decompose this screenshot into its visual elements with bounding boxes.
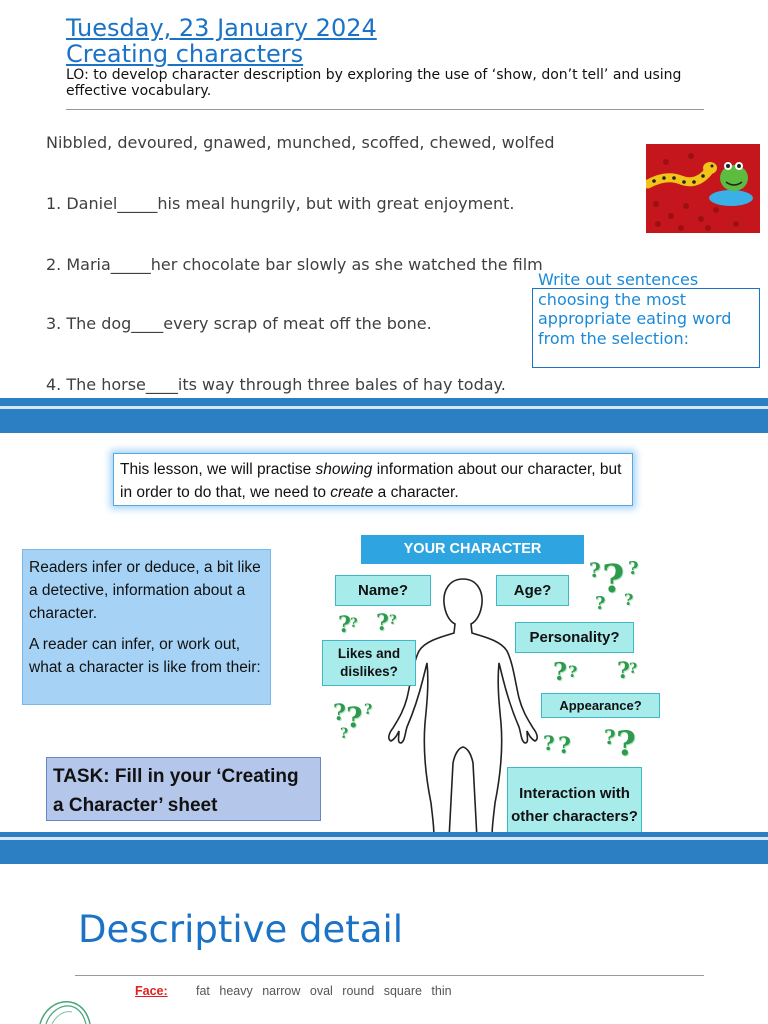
question-mark-icon: ?: [340, 726, 349, 742]
lesson-date: Tuesday, 23 January 2024: [66, 14, 377, 42]
question-mark-icon: ?: [338, 612, 351, 638]
tag-age: Age?: [496, 575, 569, 606]
task-box: TASK: Fill in your ‘Creating a Character’ sheet: [46, 757, 321, 821]
question-mark-icon: ?: [595, 593, 606, 614]
question-mark-icon: ?: [558, 733, 571, 759]
question-mark-icon: ?: [346, 701, 363, 734]
question-mark-icon: ?: [602, 556, 625, 601]
infer-info-box: [22, 549, 271, 705]
question-mark-icon: ?: [617, 658, 630, 684]
question-mark-icon: ?: [616, 724, 636, 764]
lesson-title: Creating characters: [66, 40, 304, 68]
tag-appearance: Appearance?: [541, 693, 660, 718]
lesson-intro-text: This lesson, we will practise: [120, 461, 316, 478]
lesson-intro-text: information about our character, but in order to do that, we need to: [120, 461, 622, 501]
divider: [75, 975, 704, 976]
sentence-2: 2. Maria_____her chocolate bar slowly as she watched the film: [46, 255, 543, 274]
question-mark-icon: ?: [376, 610, 389, 636]
snake-and-frog-illustration: [646, 144, 760, 233]
faint-text-row: [150, 1018, 690, 1024]
sentence-1: 1. Daniel_____his meal hungrily, but with great enjoyment.: [46, 194, 515, 213]
question-mark-icon: ?: [589, 558, 601, 582]
slide-divider-band: [0, 840, 768, 864]
tag-name: Name?: [335, 575, 431, 606]
lesson-intro-text: a character.: [373, 484, 459, 501]
question-mark-icon: ?: [629, 661, 638, 677]
lesson-intro-create: create: [330, 484, 374, 501]
lesson-intro-showing: showing: [315, 461, 373, 478]
question-mark-icon: ?: [350, 616, 358, 631]
infer-paragraph-2: A reader can infer, or work out, what a character is like from their:: [29, 636, 261, 676]
tag-interaction: Interaction with other characters?: [507, 767, 642, 842]
question-mark-icon: ?: [543, 731, 555, 755]
question-mark-icon: ?: [364, 702, 373, 718]
question-mark-icon: ?: [628, 558, 639, 579]
question-mark-icon: ?: [333, 700, 346, 726]
swirl-decoration: [30, 996, 100, 1024]
sentence-4: 4. The horse____its way through three bales of hay today.: [46, 375, 506, 394]
tag-personality: Personality?: [515, 622, 634, 653]
face-label: Face:: [135, 984, 168, 998]
question-mark-icon: ?: [604, 725, 616, 749]
face-word-list: fat heavy narrow oval round square thin: [196, 984, 452, 998]
sentence-3: 3. The dog____every scrap of meat off the bone.: [46, 314, 432, 333]
your-character-header: YOUR CHARACTER: [361, 535, 584, 564]
lesson-intro-box: [113, 453, 633, 506]
divider: [66, 109, 704, 110]
descriptive-detail-title: Descriptive detail: [78, 908, 404, 951]
slide-divider-band: [0, 409, 768, 433]
question-mark-icon: ?: [624, 590, 634, 609]
question-mark-icon: ?: [389, 613, 397, 628]
question-mark-icon: ?: [553, 657, 568, 686]
instruction-text: Write out sentences choosing the most appropriate eating word from the selection:: [538, 270, 732, 348]
question-mark-icon: ?: [568, 662, 578, 681]
eating-word-list: Nibbled, devoured, gnawed, munched, scoffed, chewed, wolfed: [46, 133, 555, 152]
slide-divider-band: [0, 398, 768, 406]
learning-objective: LO: to develop character description by exploring the use of ‘show, don’t tell’ and using effective vocabulary.: [66, 67, 682, 99]
tag-likes-dislikes: Likes and dislikes?: [322, 640, 416, 686]
infer-paragraph-1: Readers infer or deduce, a bit like a detective, information about a character.: [29, 559, 261, 622]
